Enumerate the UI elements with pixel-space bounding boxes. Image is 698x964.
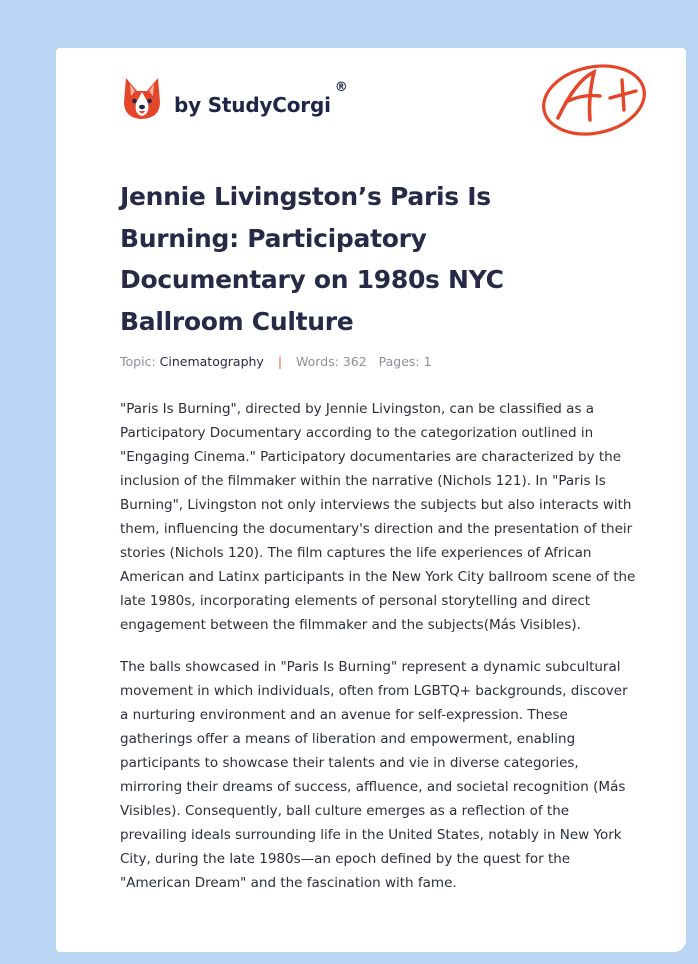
paragraph: The balls showcased in "Paris Is Burning" represent a dynamic subcultural movement in which individuals, often from LGBTQ+ backgrounds, discover a nurturing environment and an avenue for self-expression. These gatherings offer a means of liberation and empowerment, enabling participants to showcase their talents and vie in diverse categories, mirroring their dreams of success, affluence, and societal recognition (Más Visibles). Consequently, ball culture emerges as a reflection of the prevailing ideals surrounding life in the United States, notably in New York City, during the late 1980s—an epoch defined by the quest for the "American Dream" and the fascination with fame. [120, 659, 628, 891]
words-label: Words: [296, 354, 339, 369]
page-count: 1 [423, 354, 432, 369]
topic-label: Topic: [120, 354, 156, 369]
topic-link[interactable]: Cinematography [159, 354, 264, 369]
brand-name: by StudyCorgi [174, 93, 331, 117]
document-card [56, 48, 686, 952]
pages-label: Pages: [378, 354, 420, 369]
word-count: 362 [342, 354, 367, 369]
article-body [120, 397, 640, 913]
a-plus-grade-stamp [538, 58, 650, 140]
article-title: Jennie Livingston’s Paris Is Burning: Participatory Documentary on 1980s NYC Ballroom Culture [120, 182, 504, 336]
article-meta [120, 354, 432, 369]
corgi-icon [122, 76, 162, 122]
meta-separator: | [277, 354, 283, 369]
paragraph: "Paris Is Burning", directed by Jennie Livingston, can be classified as a Participatory Documentary according to the categorization outlined in "Engaging Cinema." Participatory documentaries are characterized by the inclusion of the filmmaker within the narrative (Nichols 121). In "Paris Is Burning", Livingston not only interviews the subjects but also interacts with them, influencing the documentary's direction and the presentation of their stories (Nichols 120). The film captures the life experiences of African American and Latinx participants in the New York City ballroom scene of the late 1980s, incorporating elements of personal storytelling and direct engagement between the filmmaker and the subjects(Más Visibles). [120, 401, 636, 633]
studycorgi-logo[interactable] [122, 76, 348, 122]
registered-mark: ® [334, 79, 348, 95]
